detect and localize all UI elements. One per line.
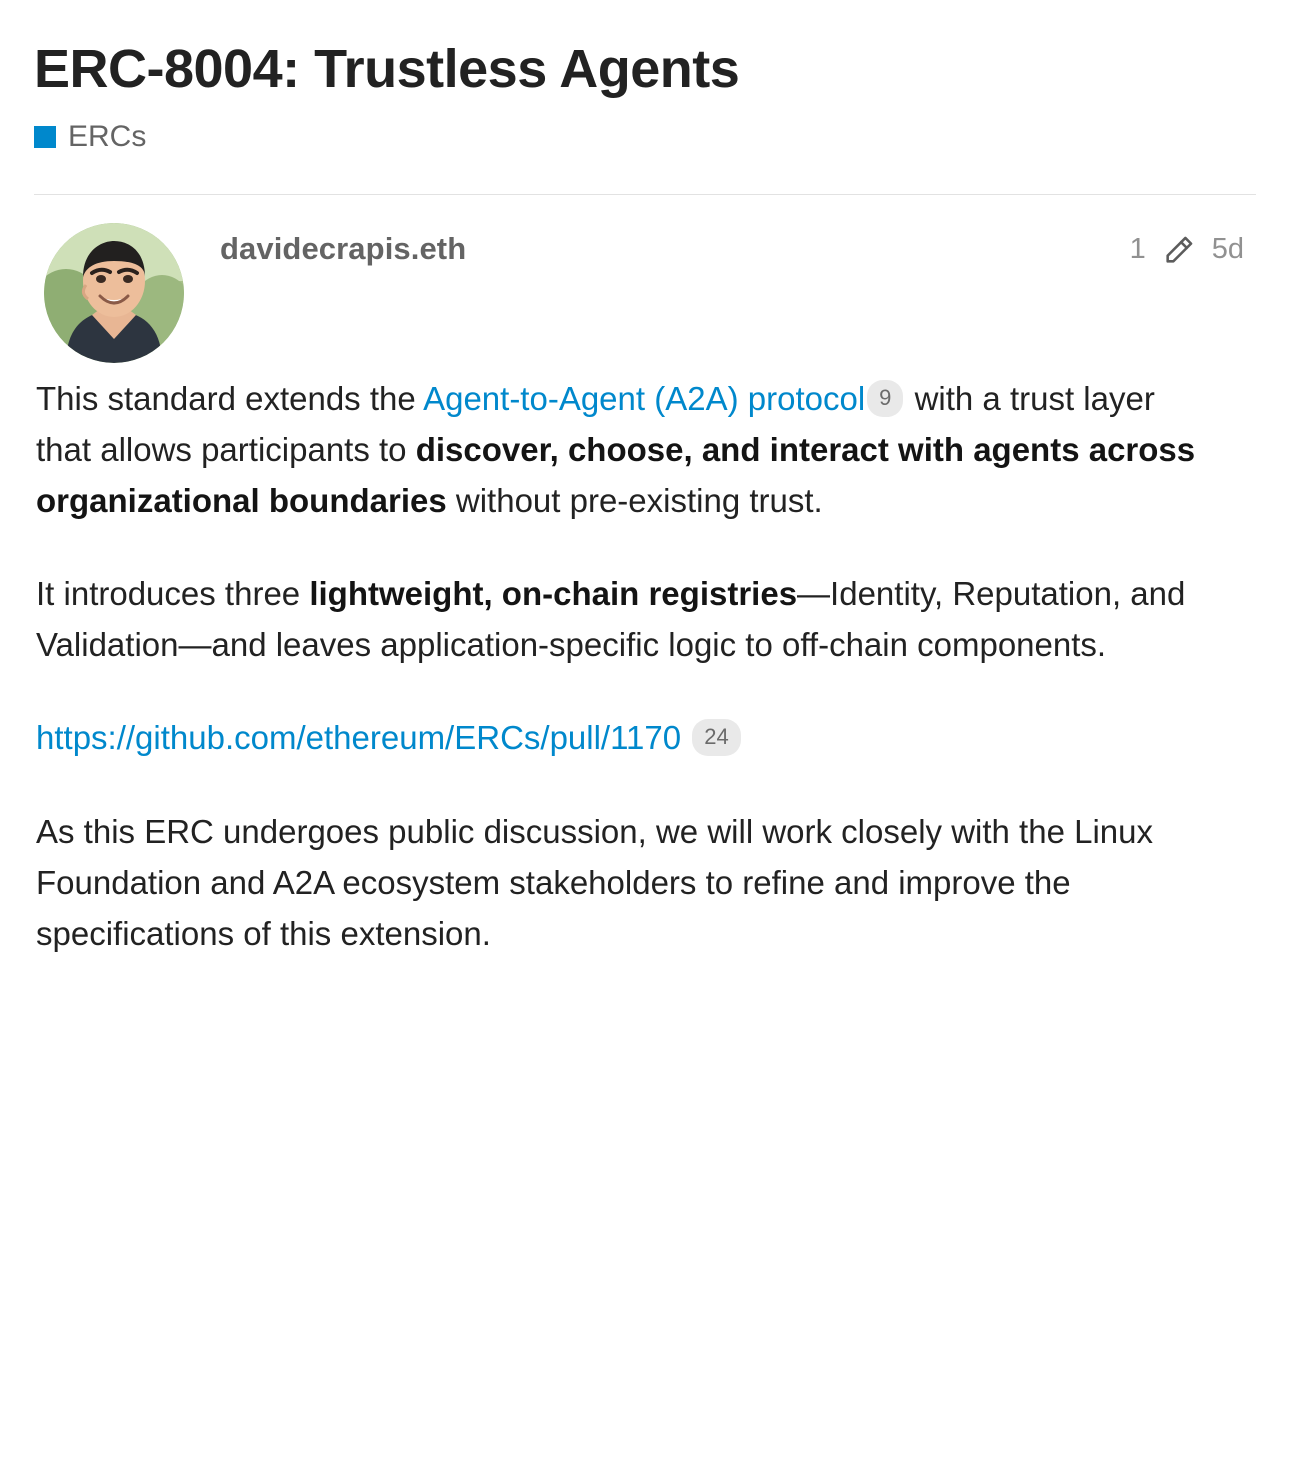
post-meta-main	[184, 223, 1256, 267]
post-body	[34, 373, 1256, 959]
github-link-click-badge: 24	[692, 719, 740, 756]
post-date[interactable]: 5d	[1211, 233, 1244, 266]
category-name: ERCs	[68, 119, 147, 153]
pencil-icon[interactable]	[1162, 233, 1196, 267]
post	[34, 195, 1256, 959]
category-link[interactable]	[34, 120, 1256, 154]
p1-tail: without pre-existing trust.	[446, 482, 823, 519]
post-author[interactable]: davidecrapis.eth	[220, 230, 467, 266]
post-paragraph-3: As this ERC undergoes public discussion, we will work closely with the Linux Foundation and A2A ecosystem stakeholders to refine and improve the specifications of this extension.	[36, 812, 1153, 952]
page-title: ERC-8004: Trustless Agents	[34, 39, 740, 99]
post-header	[34, 223, 1256, 363]
github-pr-link[interactable]: https://github.com/ethereum/ERCs/pull/1170	[36, 719, 682, 757]
p1-mid: with a trust layer that allows participants to	[36, 379, 1155, 468]
a2a-protocol-link[interactable]: Agent-to-Agent (A2A) protocol	[423, 379, 866, 417]
avatar[interactable]	[44, 223, 184, 363]
edit-count[interactable]: 1	[1129, 233, 1146, 266]
post-paragraph-link	[36, 712, 1216, 763]
p1-lead: This standard extends the	[36, 379, 424, 417]
p2-bold: lightweight, on-chain registries	[309, 575, 798, 613]
category-color-swatch	[34, 126, 56, 148]
post-meta-right	[1130, 231, 1256, 267]
post-paragraph-1	[36, 373, 1216, 526]
post-paragraph-2	[36, 568, 1216, 670]
p2-tail: —Identity, Reputation, and Validation—and leaves application-specific logic to off-chain components.	[36, 575, 1186, 664]
link-click-badge: 9	[867, 380, 903, 417]
p2-lead: It introduces three	[36, 575, 310, 613]
p1-bold: discover, choose, and interact with agents across organizational boundaries	[36, 430, 1196, 519]
